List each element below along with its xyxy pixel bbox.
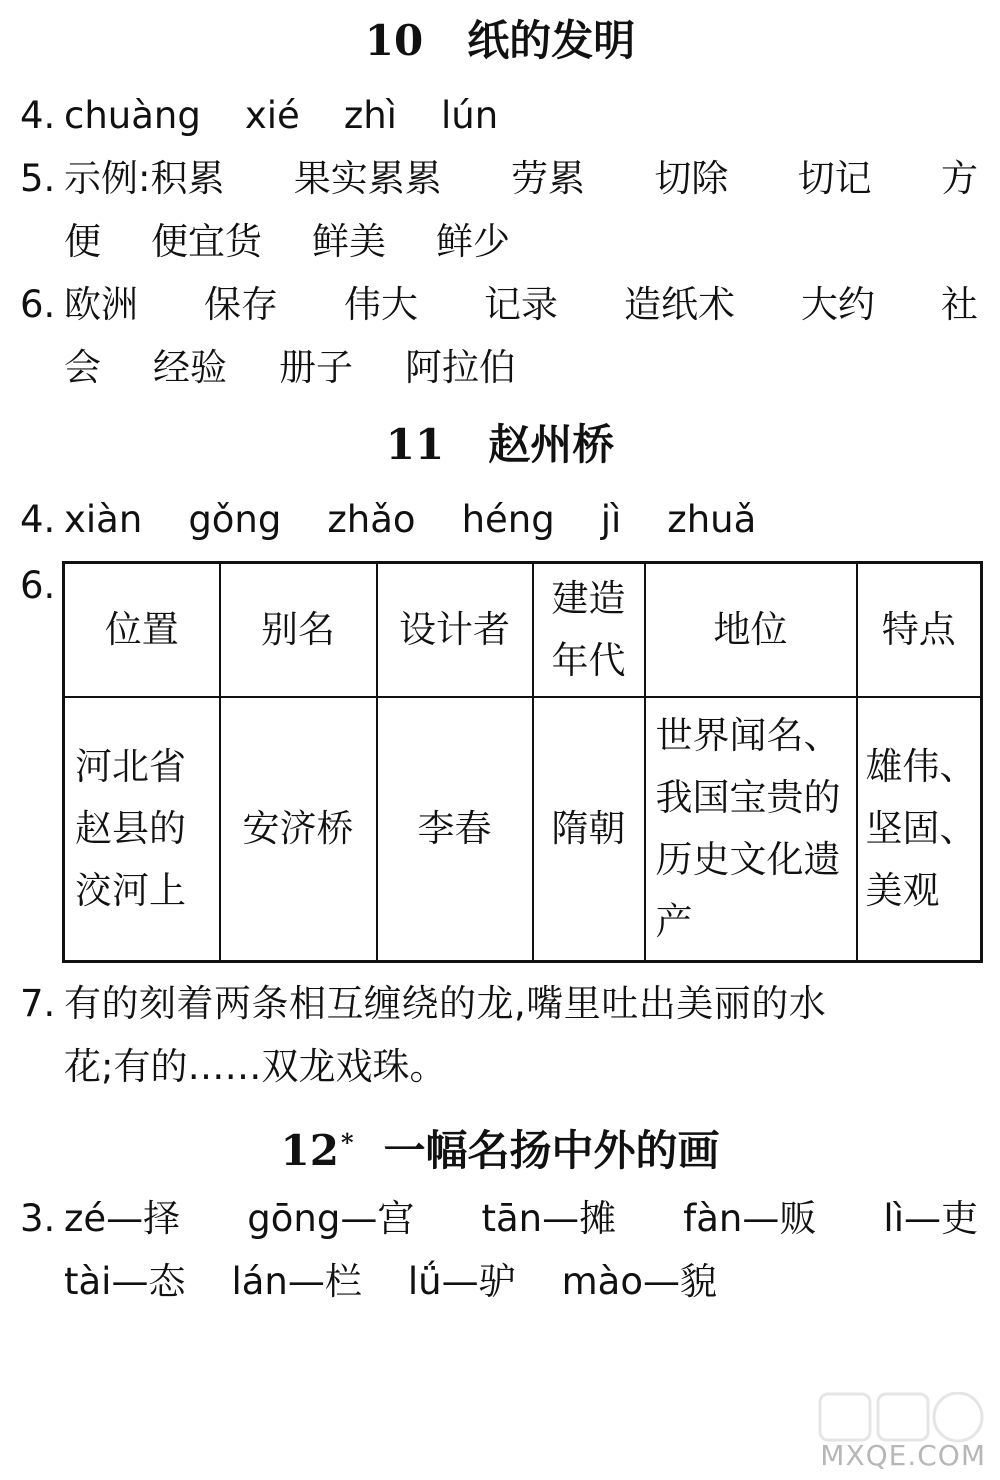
pinyin-item: zhì: [343, 94, 397, 137]
question-label: 3.: [20, 1197, 56, 1240]
pinyin-pair: tān—摊: [481, 1197, 617, 1240]
table-cell: 安济桥: [220, 697, 377, 962]
answer-word: 保存: [204, 283, 278, 326]
watermark-text: MXQE.COM: [820, 1439, 986, 1472]
header-cell: 设计者: [377, 563, 533, 697]
pinyin-item: zhuǎ: [667, 498, 757, 541]
header-cell: 位置: [64, 563, 220, 697]
pinyin-item: zhǎo: [327, 498, 416, 541]
pinyin-pair: lán—栏: [231, 1260, 362, 1303]
table-cell: 河北省赵县的洨河上: [64, 697, 220, 962]
answer-word: 社: [941, 283, 978, 326]
s10-q5-line2: [64, 218, 510, 266]
question-label: 6.: [20, 283, 56, 326]
answer-word: 便宜货: [151, 220, 262, 263]
section-11-title: [0, 420, 1000, 470]
table-cell: 隋朝: [533, 697, 645, 962]
table-cell: 李春: [377, 697, 533, 962]
section-name: 纸的发明: [467, 16, 636, 65]
pinyin-pair: mào—貌: [561, 1260, 717, 1303]
pinyin-pair: gōng—宫: [247, 1197, 415, 1240]
answer-word: 大约: [801, 283, 875, 326]
table-header-row: [64, 563, 982, 697]
header-cell: 地位: [645, 563, 857, 697]
s11-q7-line2: [64, 1043, 446, 1091]
s12-q3-line1: [20, 1195, 978, 1243]
answer-text: 花;有的……双龙戏珠。: [64, 1045, 447, 1088]
section-name: 一幅名扬中外的画: [383, 1126, 720, 1175]
pinyin-pair: lǘ—驴: [407, 1260, 516, 1303]
pinyin-pair: tài—态: [64, 1260, 186, 1303]
pinyin-item: jì: [600, 498, 622, 541]
answer-word: 造纸术: [624, 283, 735, 326]
answer-word: 会: [64, 346, 101, 389]
s10-q6-line2: [64, 344, 516, 392]
s10-q4: [20, 92, 498, 140]
question-label: 4.: [20, 498, 56, 541]
answer-word: 劳累: [511, 157, 586, 200]
s11-q7-line1: [20, 980, 826, 1028]
s11-q6-label: [20, 562, 55, 610]
pinyin-item: gǒng: [188, 498, 282, 541]
optional-mark: *: [340, 1128, 354, 1157]
answer-word: 切除: [654, 157, 729, 200]
pinyin-item: héng: [461, 498, 555, 541]
question-label: 5.: [20, 157, 56, 200]
table-cell: 雄伟、坚固、美观: [857, 697, 982, 962]
section-name: 赵州桥: [488, 420, 615, 469]
s11-q4: [20, 496, 756, 544]
bridge-info-table: [62, 561, 983, 963]
s10-q5-line1: [20, 155, 978, 203]
table-row: [64, 697, 982, 962]
answer-word: 示例:积累: [64, 157, 225, 200]
answer-word: 阿拉伯: [405, 346, 516, 389]
answer-word: 册子: [279, 346, 353, 389]
header-cell: 别名: [220, 563, 377, 697]
pinyin-item: chuàng: [64, 94, 201, 137]
answer-word: 鲜美: [312, 220, 386, 263]
pinyin-item: lún: [440, 94, 499, 137]
pinyin-item: xié: [244, 94, 300, 137]
answer-word: 果实累累: [293, 157, 442, 200]
answer-word: 切记: [797, 157, 872, 200]
table-cell: 世界闻名、我国宝贵的历史文化遗产: [645, 697, 857, 962]
section-number: 10: [364, 16, 424, 65]
pinyin-item: xiàn: [64, 498, 143, 541]
s10-q6-line1: [20, 281, 978, 329]
pinyin-pair: zé—择: [64, 1197, 181, 1240]
pinyin-pair: fàn—贩: [683, 1197, 817, 1240]
question-label: 7.: [20, 982, 56, 1025]
answer-word: 伟大: [344, 283, 418, 326]
s12-q3-line2: [64, 1258, 717, 1306]
section-12-title: [0, 1118, 1000, 1175]
question-label: 6.: [20, 564, 56, 607]
answer-text: 有的刻着两条相互缠绕的龙,嘴里吐出美丽的水: [64, 982, 827, 1025]
header-cell: 建造年代: [533, 563, 645, 697]
section-number: 11: [385, 420, 445, 469]
answer-word: 鲜少: [436, 220, 510, 263]
answer-word: 方: [940, 157, 978, 200]
pinyin-pair: lì—吏: [883, 1197, 978, 1240]
header-cell: 特点: [857, 563, 982, 697]
section-10-title: [0, 16, 1000, 66]
answer-word: 经验: [153, 346, 227, 389]
section-number: 12: [280, 1126, 339, 1175]
answer-word: 欧洲: [64, 283, 138, 326]
question-label: 4.: [20, 94, 56, 137]
answer-word: 便: [64, 220, 101, 263]
answer-word: 记录: [484, 283, 558, 326]
